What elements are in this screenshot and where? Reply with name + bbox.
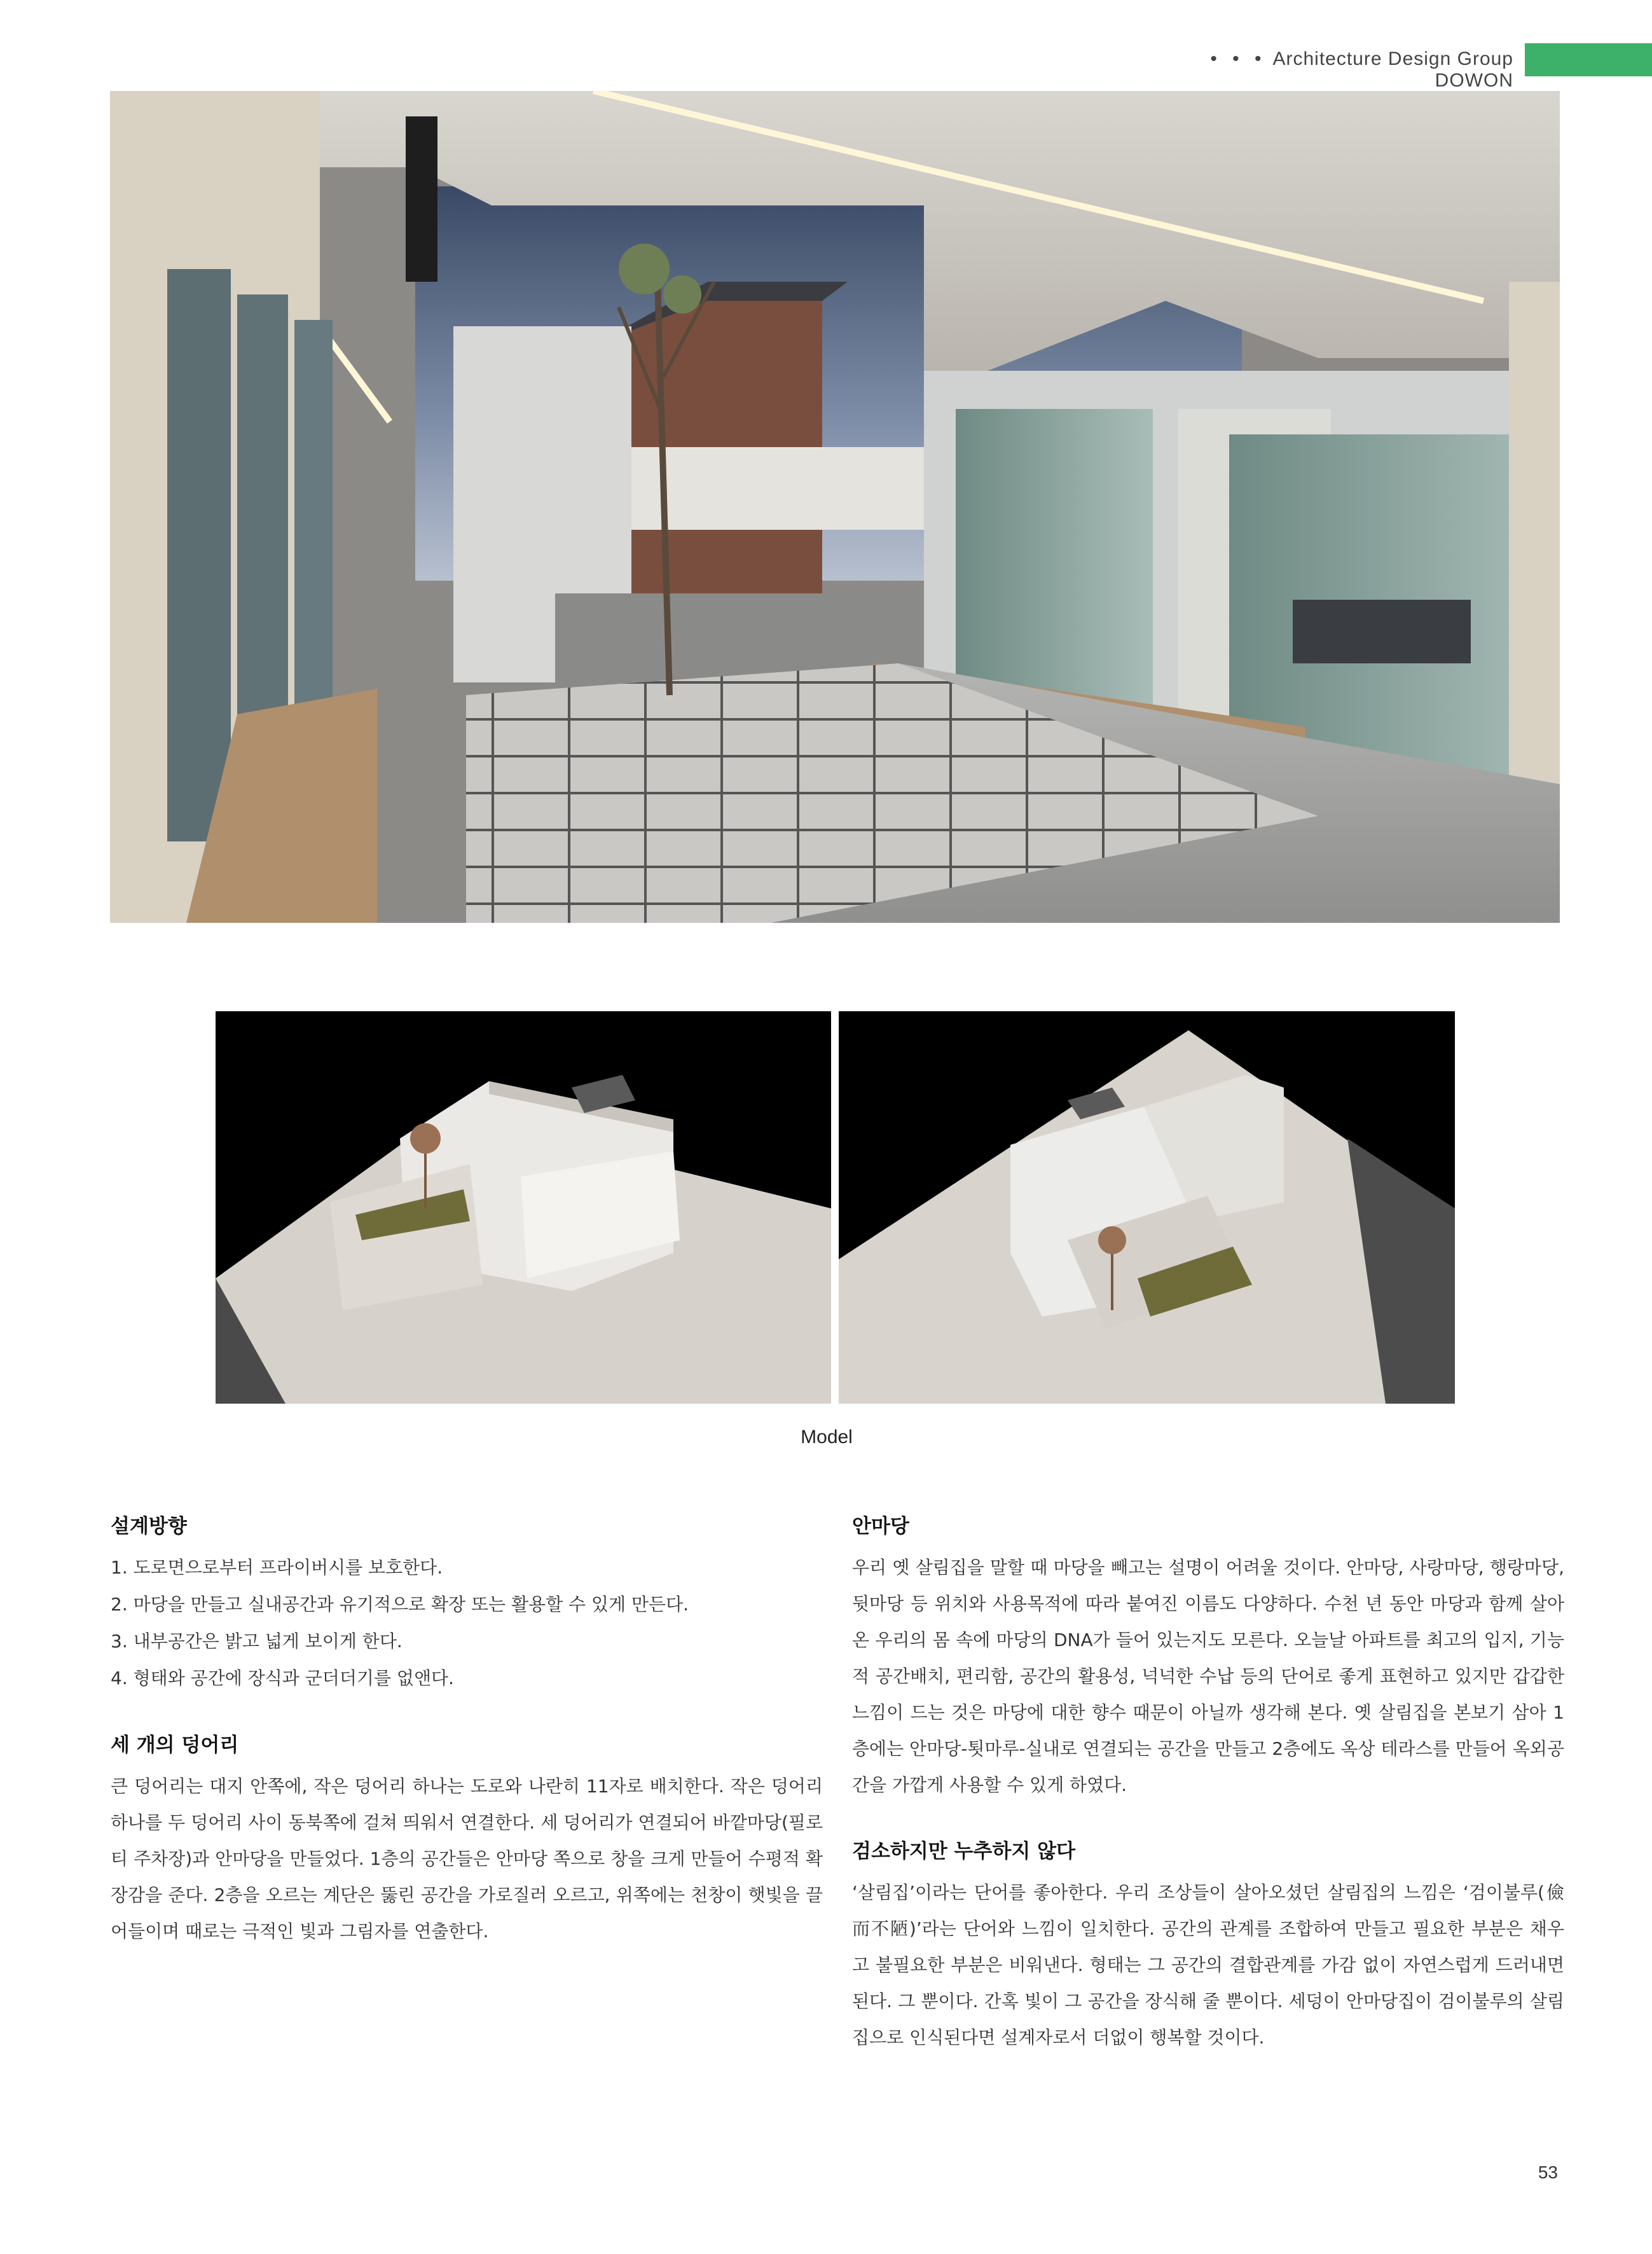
left-column	[111, 1514, 823, 1985]
list-item: 1. 도로면으로부터 프라이버시를 보호한다.	[111, 1557, 443, 1578]
model-illustration-1	[216, 1011, 831, 1404]
right-column	[852, 1514, 1564, 2091]
list-item: 2. 마당을 만들고 실내공간과 유기적으로 확장 또는 활용할 수 있게 만든다.	[111, 1594, 689, 1615]
model-photo-1	[216, 1011, 831, 1404]
section-title: 안마당	[852, 1515, 909, 1538]
figure-caption: Model	[801, 1427, 853, 1448]
section-title: 세 개의 덩어리	[111, 1734, 239, 1757]
design-direction-list	[111, 1549, 823, 1697]
courtyard-photo	[110, 91, 1560, 923]
section-frugal	[852, 1839, 1564, 2056]
section-body: 큰 덩어리는 대지 안쪽에, 작은 덩어리 하나는 도로와 나란히 11자로 배치한다. 작은 덩어리 하나를 두 덩어리 사이 동북쪽에 걸쳐 띄워서 연결한다. 세 덩어리가 연결되어 바깥마당(필로티 주차장)과 안마당을 만들었다. 1층의 공간들은 안마당 쪽으로 창을 크게 만들어 수평적 확장감을 준다. 2층을 오르는 계단은 뚫린 공간을 가로질러 오르고, 위쪽에는 천창이 햇빛을 끌어들이며 때로는 극적인 빛과 그림자를 연출한다.	[111, 1776, 823, 1942]
section-title: 검소하지만 누추하지 않다	[852, 1840, 1075, 1863]
model-illustration-2	[839, 1011, 1455, 1404]
section-inner-yard	[852, 1514, 1564, 1803]
courtyard-illustration	[110, 91, 1560, 923]
model-photo-2	[839, 1011, 1455, 1404]
list-item: 3. 내부공간은 밝고 넓게 보이게 한다.	[111, 1631, 403, 1652]
header-dots: • • •	[1210, 48, 1267, 69]
list-item: 4. 형태와 공간에 장식과 군더더기를 없앤다.	[111, 1668, 454, 1689]
section-design-direction	[111, 1514, 823, 1697]
header-title: Architecture Design Group DOWON	[1272, 48, 1513, 91]
header-accent-tab	[1525, 43, 1652, 76]
running-header	[1195, 48, 1513, 92]
section-title: 설계방향	[111, 1515, 187, 1538]
section-three-masses	[111, 1732, 823, 1949]
page-number: 53	[1538, 2162, 1558, 2182]
section-body: ‘살림집’이라는 단어를 좋아한다. 우리 조상들이 살아오셨던 살림집의 느낌은 ‘검이불루(儉而不陋)’라는 단어와 느낌이 일치한다. 공간의 관계를 조합하여 만들고 필요한 부분은 채우고 불필요한 부분은 비워낸다. 형태는 그 공간의 결합관계를 가감 없이 자연스럽게 드러내면 된다. 그 뿐이다. 간혹 빛이 그 공간을 장식해 줄 뿐이다. 세덩이 안마당집이 검이불루의 살림집으로 인식된다면 설계자로서 더없이 행복할 것이다.	[852, 1882, 1564, 2048]
section-body: 우리 옛 살림집을 말할 때 마당을 빼고는 설명이 어려울 것이다. 안마당, 사랑마당, 행랑마당, 뒷마당 등 위치와 사용목적에 따라 붙여진 이름도 다양하다. 수천 년 동안 마당과 함께 살아온 우리의 몸 속에 마당의 DNA가 들어 있는지도 모른다. 오늘날 아파트를 최고의 입지, 기능적 공간배치, 편리함, 공간의 활용성, 넉넉한 수납 등의 단어로 좋게 표현하고 있지만 갑갑한 느낌이 드는 것은 마당에 대한 향수 때문이 아닐까 생각해 본다. 옛 살림집을 본보기 삼아 1층에는 안마당-툇마루-실내로 연결되는 공간을 만들고 2층에도 옥상 테라스를 만들어 옥외공간을 가깝게 사용할 수 있게 하였다.	[852, 1557, 1564, 1795]
